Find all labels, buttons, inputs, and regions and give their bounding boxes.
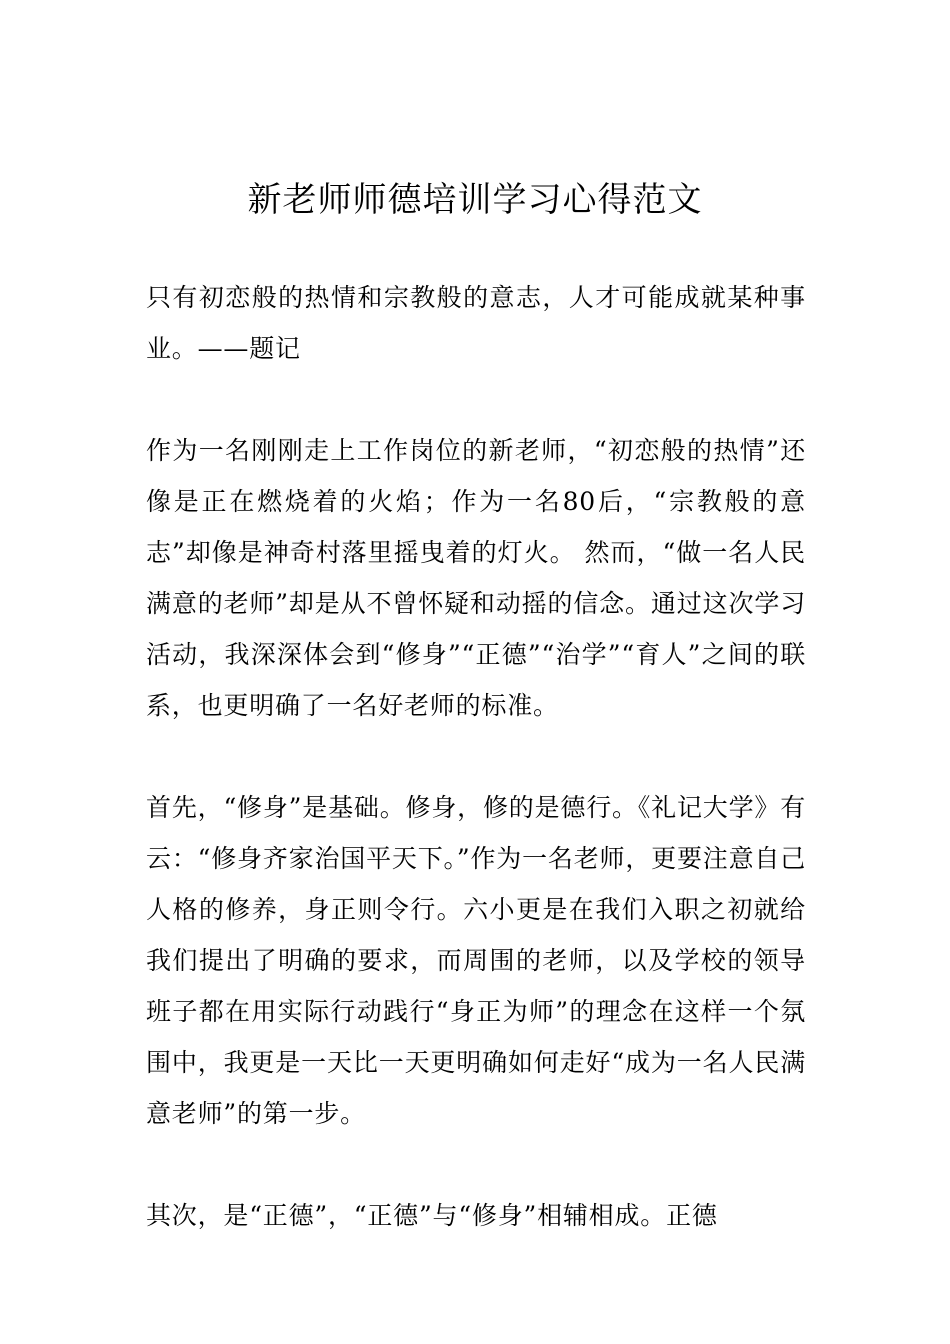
paragraph-epigraph: 只有初恋般的热情和宗教般的意志，人才可能成就某种事业。——题记 [146, 283, 806, 363]
paragraph-intro: 作为一名刚刚走上工作岗位的新老师，“初恋般的热情”还像是正在燃烧着的火焰；作为一名80后，“宗教般的意志”却像是神奇村落里摇曳着的灯火。 然而，“做一名人民满意的老师”却是从不曾怀疑和动摇的信念。通过这次学习活动，我深深体会到“修身”“正德”“治学”“育人”之间的联系，也更明确了一名好老师的标准。 [146, 436, 806, 720]
paragraph-virtue: 其次，是“正德”，“正德”与“修身”相辅相成。正德 [146, 1201, 718, 1230]
document-title: 新老师师德培训学习心得范文 [247, 180, 703, 220]
document-body [146, 272, 806, 1292]
paragraph-self-cultivation: 首先，“修身”是基础。修身，修的是德行。《礼记大学》有云：“修身齐家治国平天下。”作为一名老师，更要注意自己人格的修养，身正则令行。六小更是在我们入职之初就给我们提出了明确的要求，而周围的老师，以及学校的领导班子都在用实际行动践行“身正为师”的理念在这样一个氛围中，我更是一天比一天更明确如何走好“成为一名人民满意老师”的第一步。 [146, 793, 806, 1128]
